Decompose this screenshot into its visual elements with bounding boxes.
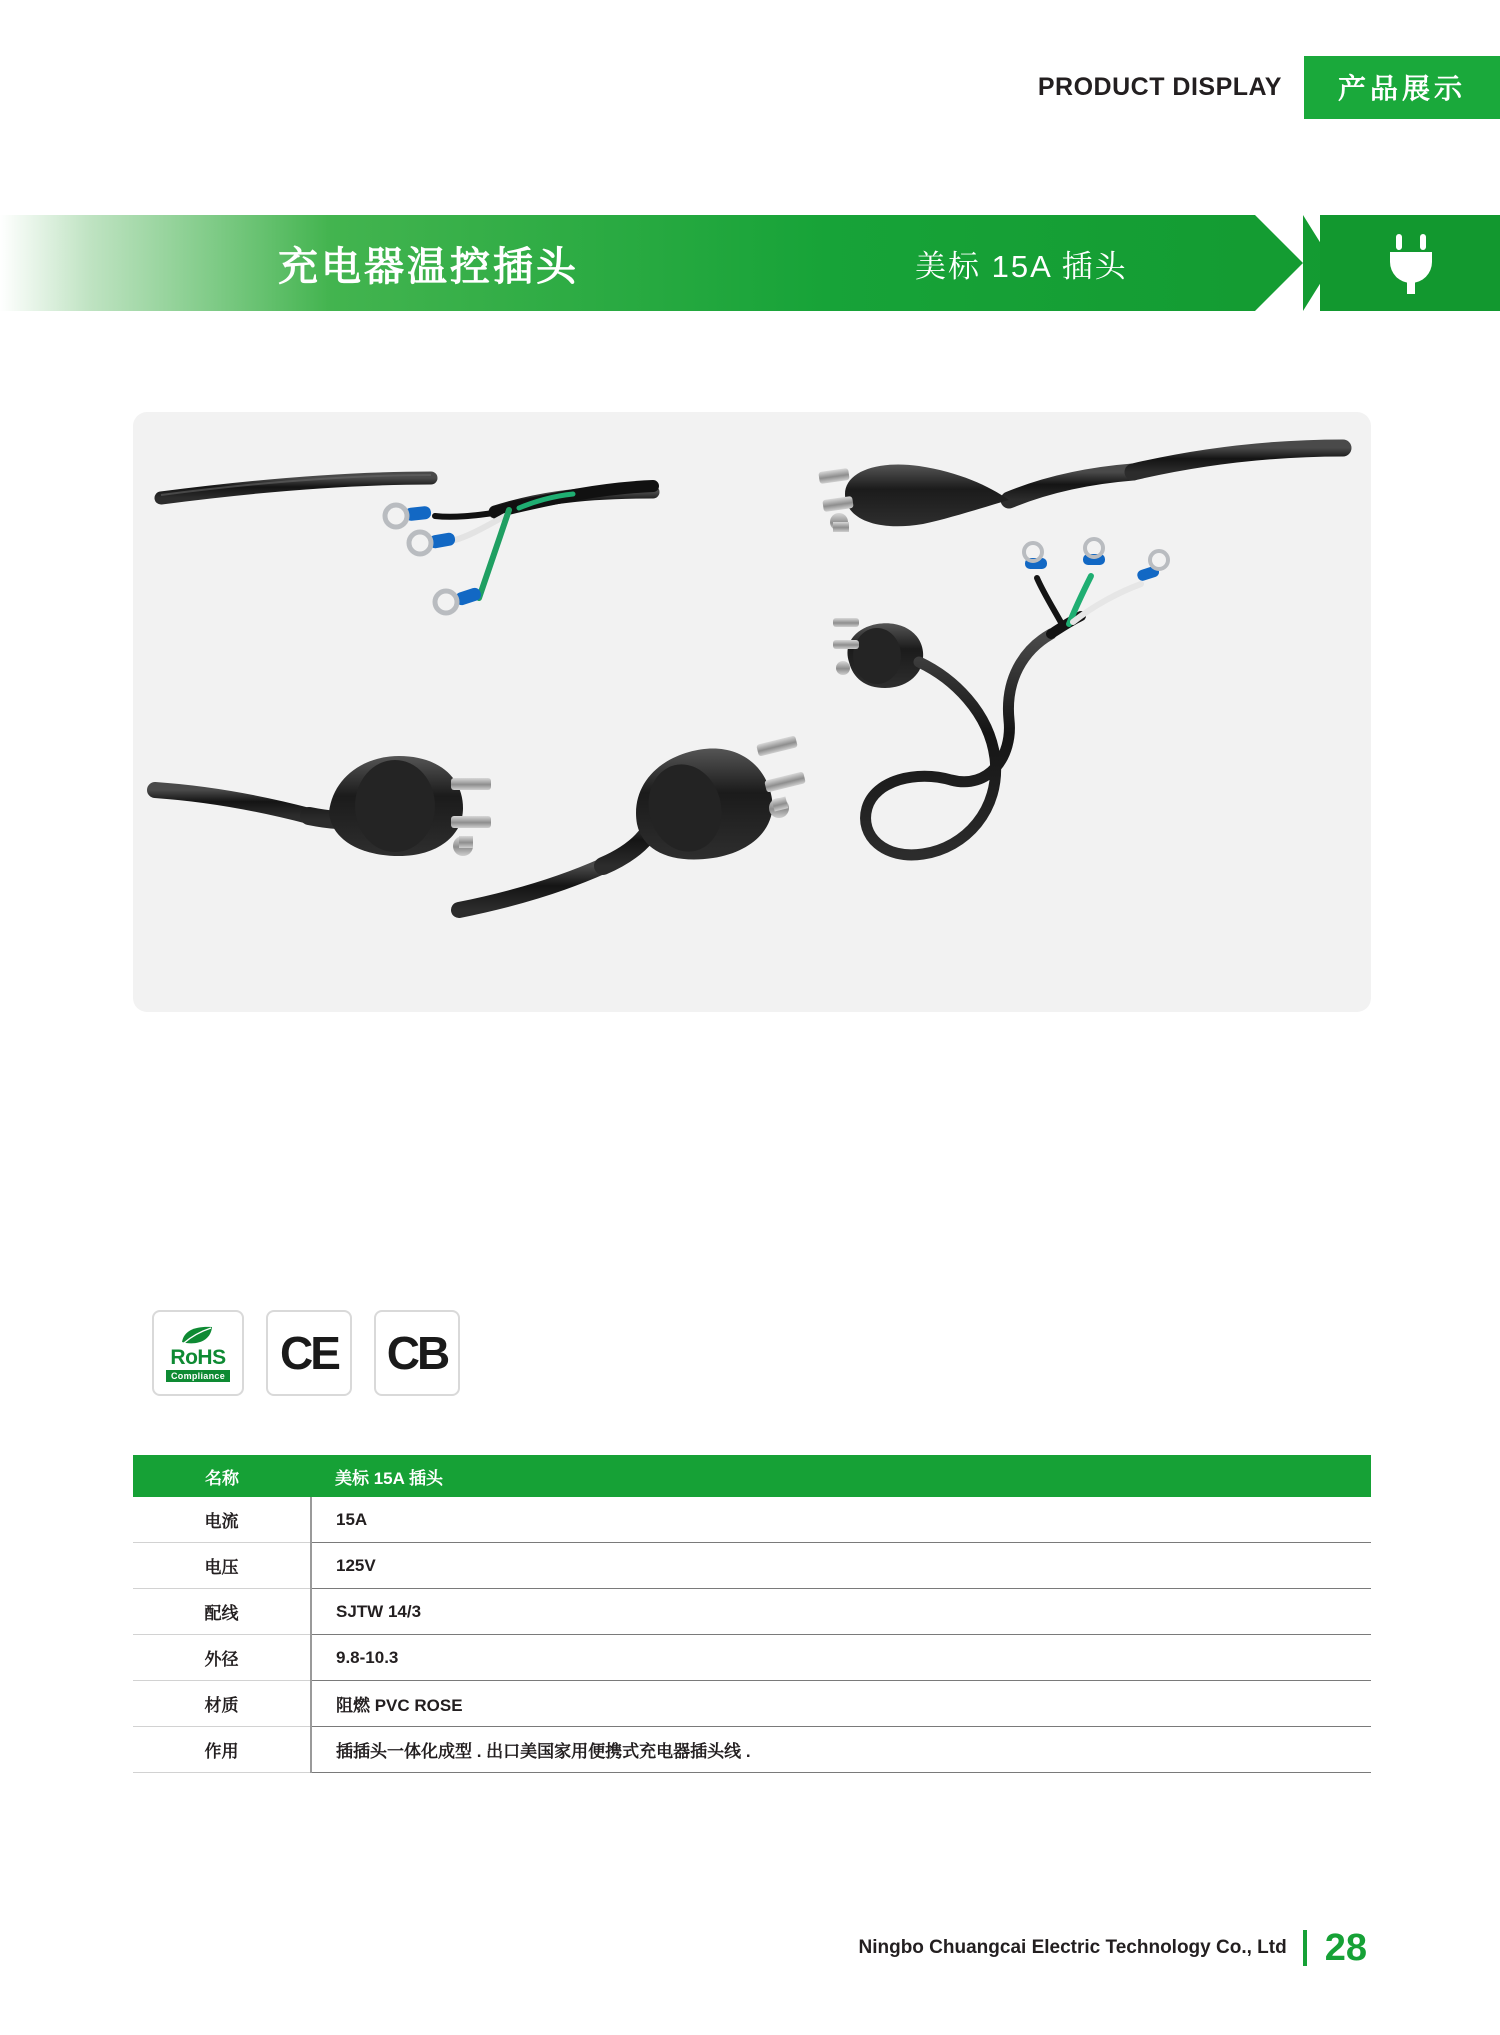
header-english-label: PRODUCT DISPLAY (1037, 72, 1282, 101)
table-row-value: 15A (311, 1497, 1371, 1543)
table-header-label: 名称 (133, 1455, 311, 1497)
product-photo-illustrations (133, 412, 1371, 1012)
ce-badge (266, 1310, 352, 1396)
cb-badge (374, 1310, 460, 1396)
table-row-value: 9.8-10.3 (311, 1635, 1371, 1681)
header-chinese-label: 产品展示 (1304, 56, 1500, 119)
cb-badge-text: CB (386, 1327, 448, 1379)
title-band (0, 215, 1500, 311)
table-row-label: 外径 (133, 1635, 311, 1681)
table-row (133, 1635, 1371, 1681)
page-subtitle: 美标 15A 插头 (915, 249, 1128, 284)
page-title: 充电器温控插头 (278, 245, 579, 289)
specification-table (133, 1455, 1371, 1773)
footer-company-name: Ningbo Chuangcai Electric Technology Co., Ltd (858, 1937, 1287, 1958)
table-row (133, 1543, 1371, 1589)
table-row-label: 电压 (133, 1543, 311, 1589)
table-row-label: 材质 (133, 1681, 311, 1727)
photo-nema-plug-side (459, 735, 806, 910)
table-row-value: SJTW 14/3 (311, 1589, 1371, 1635)
certification-badges (152, 1310, 460, 1396)
page-header (1038, 60, 1500, 114)
page-footer (858, 1929, 1367, 1967)
table-row (133, 1589, 1371, 1635)
product-photo-panel (133, 412, 1371, 1012)
table-row-value: 125V (311, 1543, 1371, 1589)
rohs-badge-sub-text: Compliance (166, 1370, 230, 1382)
footer-divider (1303, 1930, 1307, 1966)
photo-nema-plug-angled (818, 448, 1343, 532)
table-header-row (133, 1455, 1371, 1497)
leaf-icon (178, 1324, 218, 1346)
table-row (133, 1681, 1371, 1727)
rohs-badge (152, 1310, 244, 1396)
table-row (133, 1727, 1371, 1773)
footer-page-number: 28 (1324, 1927, 1367, 1969)
ce-badge-text: CE (280, 1327, 338, 1379)
table-row-label: 作用 (133, 1727, 311, 1773)
table-header-value: 美标 15A 插头 (311, 1455, 1371, 1497)
table-row-value: 阻燃 PVC ROSE (311, 1681, 1371, 1727)
table-row-label: 电流 (133, 1497, 311, 1543)
photo-stripped-wires-ring-terminals (385, 486, 653, 613)
photo-power-cord-assembly (833, 539, 1168, 855)
table-row-value: 插插头一体化成型 . 出口美国家用便携式充电器插头线 . (311, 1727, 1371, 1773)
table-row-label: 配线 (133, 1589, 311, 1635)
plug-icon (1380, 232, 1442, 294)
title-band-notch-one (1255, 215, 1303, 311)
rohs-badge-main-text: RoHS (170, 1346, 226, 1369)
table-row (133, 1497, 1371, 1543)
photo-nema-plug-front (155, 756, 491, 856)
photo-power-cord-cable (161, 475, 431, 498)
